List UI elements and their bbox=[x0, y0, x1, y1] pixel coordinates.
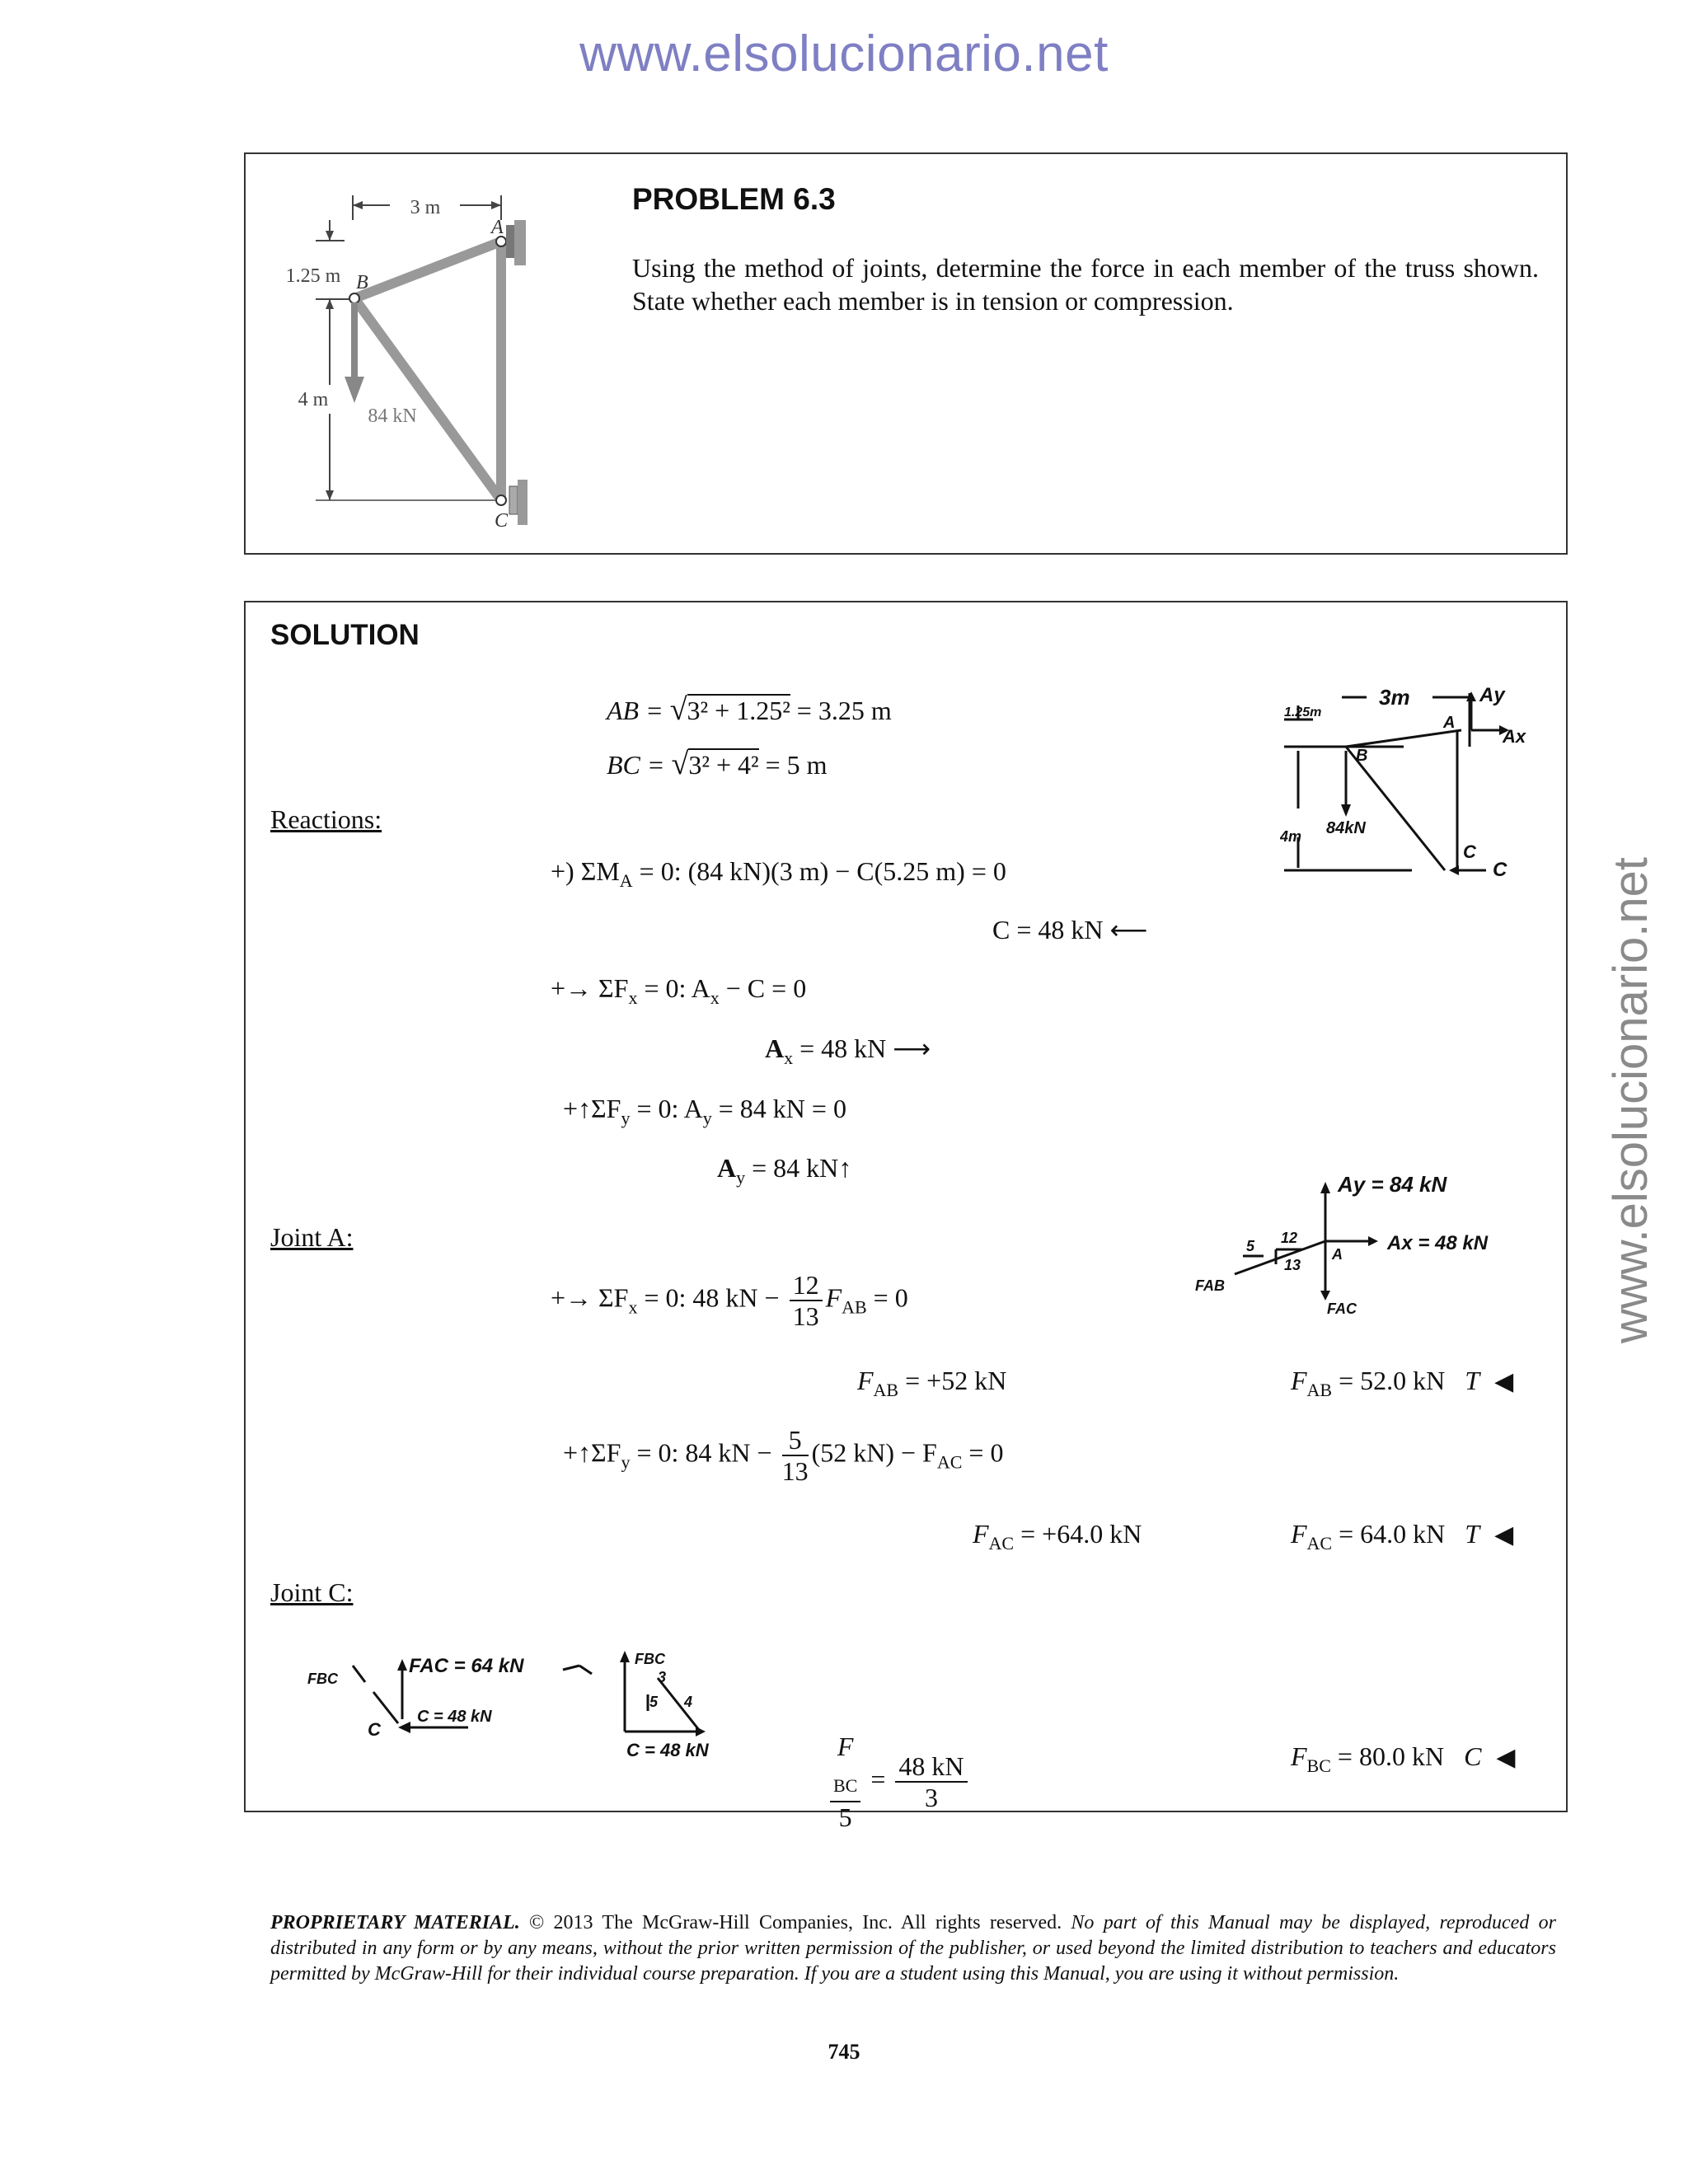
ay-result: $A_y = 84$ kN↑ bbox=[717, 1153, 852, 1188]
label-a: A bbox=[491, 217, 504, 238]
dim-3m: 3 m bbox=[410, 197, 441, 218]
sketch-fbd-truss bbox=[1280, 685, 1552, 907]
watermark-top: www.elsolucionario.net bbox=[579, 26, 1109, 82]
sketch3-4: 4 bbox=[684, 1694, 693, 1710]
footer-copyright: PROPRIETARY MATERIAL. © 2013 The McGraw-Hill Companies, Inc. All rights reserved. No part of this Manual may be displayed, reproduced or distributed in any form or by any means, without the prior written permission of the publisher, or used beyond the limited distribution to teachers and educators permitted by McGraw-Hill for their individual course preparation. If you are a student using this Manual, you are using it without permission. bbox=[270, 1912, 1556, 1985]
sketch3-fac: FAC = 64 kN bbox=[409, 1655, 524, 1677]
label-b: B bbox=[356, 272, 368, 293]
sketch2-13: 13 bbox=[1284, 1257, 1301, 1273]
sketch2-fac: FAC bbox=[1327, 1301, 1357, 1315]
fbc-final: $F_{BC} = 80.0$ kN C ◀ bbox=[1291, 1741, 1516, 1776]
ax-result: $A_x = 48$ kN ⟶ bbox=[765, 1033, 931, 1068]
watermark-side: www.elsolucionario.net bbox=[1604, 857, 1658, 1343]
dim-1-25m: 1.25 m bbox=[285, 265, 341, 287]
sketch-joint-a bbox=[1152, 1167, 1515, 1315]
eq-sum-ma: +) $\Sigma M_A = 0$: (84 kN)(3 m) − C(5.25 m) = 0 bbox=[551, 856, 1006, 891]
eq-bc: BC = √3² + 4² = 5 m bbox=[607, 747, 828, 781]
dim-4m: 4 m bbox=[298, 389, 329, 410]
eq-sum-fx1: +→ $\Sigma F_x = 0$: $A_x - C = 0$ bbox=[551, 973, 807, 1008]
sketch1-4m: 4m bbox=[1280, 828, 1302, 845]
fbc-eq: F $_{BC}$ 5 = $\frac{48 kN}{3}$ bbox=[827, 1732, 971, 1832]
page-number: 745 bbox=[828, 2040, 860, 2064]
reactions-label: Reactions: bbox=[270, 804, 382, 834]
sketch2-ax: Ax = 48 kN bbox=[1387, 1232, 1489, 1254]
fab-calc: $F_{AB} = +52$ kN bbox=[857, 1366, 1007, 1400]
sketch1-ay: Ay bbox=[1479, 685, 1505, 706]
solution-box bbox=[244, 601, 1568, 1832]
sketch1-ax: Ax bbox=[1503, 726, 1526, 747]
problem-title: PROBLEM 6.3 bbox=[632, 182, 836, 216]
problem-box bbox=[244, 152, 1568, 555]
problem-text: Using the method of joints, determine the force in each member of the truss shown. State whether each member is in tension or compression. bbox=[632, 253, 1539, 316]
c-result: C = 48 kN ⟵ bbox=[992, 915, 1148, 944]
eq-ab: AB = √3² + 1.25² = 3.25 m bbox=[607, 692, 892, 727]
fac-calc: $F_{AC} = +64.0$ kN bbox=[973, 1519, 1142, 1554]
sketch2-fab: FAB bbox=[1195, 1277, 1225, 1294]
sketch1-3m: 3m bbox=[1379, 685, 1410, 710]
label-c: C bbox=[495, 510, 509, 532]
eq-sum-fy1: $+↑\Sigma F_y = 0$: $A_y = 84$ kN = 0 bbox=[563, 1094, 846, 1128]
sketch3-c: C bbox=[368, 1719, 381, 1740]
sketch1-b: B bbox=[1356, 747, 1368, 765]
sketch1-load: 84kN bbox=[1326, 819, 1366, 837]
sketch3-cforce: C = 48 kN bbox=[417, 1708, 492, 1726]
sketch2-ay: Ay = 84 kN bbox=[1338, 1172, 1447, 1197]
joint-c-label: Joint C: bbox=[270, 1577, 354, 1607]
sketch3-cforce2: C = 48 kN bbox=[626, 1740, 709, 1760]
joint-a-label: Joint A: bbox=[270, 1222, 354, 1252]
sketch3-fbc2: FBC bbox=[635, 1651, 665, 1667]
sketch2-12: 12 bbox=[1281, 1230, 1298, 1246]
truss-figure bbox=[262, 171, 625, 537]
eq-sum-fx2: +→ $\Sigma F_x = 0$: 48 kN − $\frac{12}{13}$ $F_{AB} = 0$ bbox=[551, 1270, 908, 1331]
sketch3-5: 5 bbox=[649, 1694, 659, 1710]
sketch1-a: A bbox=[1443, 714, 1456, 732]
sketch2-5: 5 bbox=[1246, 1238, 1255, 1254]
eq-sum-fy2: $+↑\Sigma F_y = 0$: 84 kN − $\frac{5}{13}$ (52 $kN) - F_{AC} = 0$ bbox=[563, 1425, 1004, 1486]
sketch1-c: C bbox=[1463, 841, 1476, 862]
sketch1-125: 1.25m bbox=[1284, 705, 1322, 719]
sketch-joint-c bbox=[303, 1641, 831, 1806]
fab-final: $F_{AB} = 52.0$ kN T ◀ bbox=[1291, 1366, 1514, 1400]
load-label: 84 kN bbox=[368, 405, 417, 427]
sketch3-fbc: FBC bbox=[307, 1671, 338, 1687]
solution-title: SOLUTION bbox=[270, 619, 420, 651]
sketch2-a: A bbox=[1332, 1246, 1343, 1263]
sketch3-3: 3 bbox=[658, 1669, 667, 1685]
fac-final: $F_{AC} = 64.0$ kN T ◀ bbox=[1291, 1519, 1514, 1554]
sketch1-cforce: C bbox=[1493, 859, 1507, 881]
